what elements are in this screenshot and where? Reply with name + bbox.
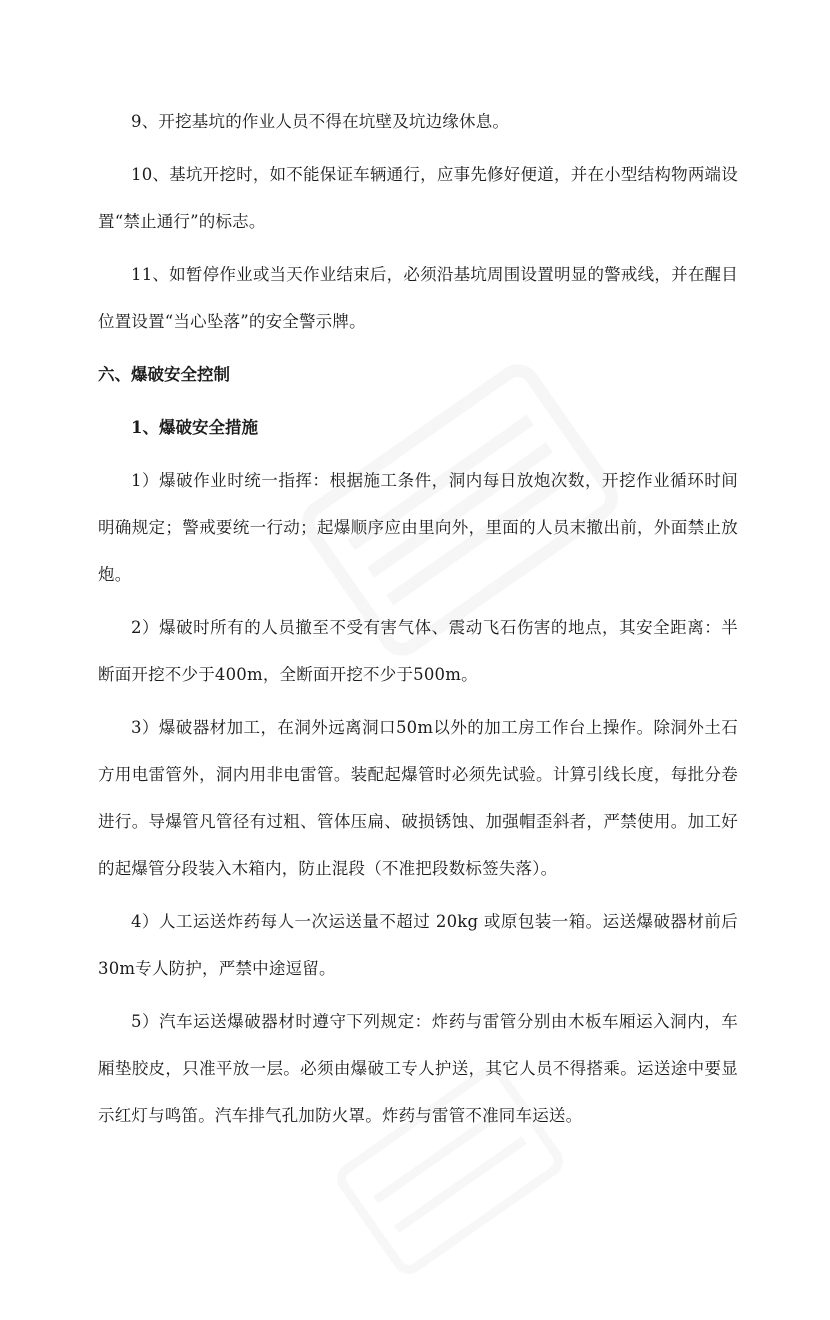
list-item: 11、如暂停作业或当天作业结束后，必须沿基坑周围设置明显的警戒线，并在醒目位置设置“当心坠落”的安全警示牌。 (98, 265, 738, 331)
measure-item: 5）汽车运送爆破器材时遵守下列规定：炸药与雷管分别由木板车厢运入洞内，车厢垫胶皮，只准平放一层。必须由爆破工专人护送，其它人员不得搭乘。运送途中要显示红灯与鸣笛。汽车排气孔加防火罩。炸药与雷管不准同车运送。 (98, 1012, 738, 1125)
subsection-heading: 1、爆破安全措施 (131, 418, 258, 437)
measure-item: 3）爆破器材加工，在洞外远离洞口50m以外的加工房工作台上操作。除洞外土石方用电雷管外，洞内用非电雷管。装配起爆管时必须先试验。计算引线长度，每批分卷进行。导爆管凡管径有过粗、管体压扁、破损锈蚀、加强帽歪斜者，严禁使用。加工好的起爆管分段装入木箱内，防止混段（不准把段数标签失落）。 (98, 718, 738, 878)
section-heading: 六、爆破安全控制 (98, 365, 230, 384)
measure-item: 4）人工运送炸药每人一次运送量不超过 20kg 或原包装一箱。运送爆破器材前后30m专人防护，严禁中途逗留。 (98, 912, 738, 978)
measure-item: 1）爆破作业时统一指挥：根据施工条件，洞内每日放炮次数，开挖作业循环时间明确规定；警戒要统一行动；起爆顺序应由里向外，里面的人员末撤出前，外面禁止放炮。 (98, 471, 738, 584)
measure-item: 2）爆破时所有的人员撤至不受有害气体、震动飞石伤害的地点，其安全距离：半断面开挖不少于400m，全断面开挖不少于500m。 (98, 618, 738, 684)
list-item: 10、基坑开挖时，如不能保证车辆通行，应事先修好便道，并在小型结构物两端设置“禁止通行”的标志。 (98, 165, 738, 231)
document-body (98, 98, 738, 1145)
list-item: 9、开挖基坑的作业人员不得在坑壁及坑边缘休息。 (131, 112, 510, 131)
